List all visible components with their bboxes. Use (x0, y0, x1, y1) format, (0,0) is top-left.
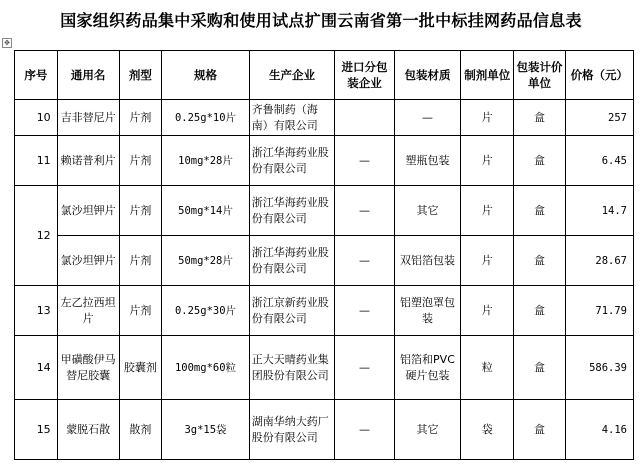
cell-importer: — (335, 186, 395, 236)
cell-pack-material: 双铝箔包装 (394, 236, 460, 286)
header-seq: 序号 (15, 51, 58, 100)
cell-generic-name: 氯沙坦钾片 (57, 236, 119, 286)
cell-pack-unit: 盒 (514, 186, 565, 236)
cell-spec: 3g*15袋 (162, 400, 250, 460)
cell-dose-unit: 片 (461, 100, 514, 136)
cell-seq: 10 (15, 100, 58, 136)
page-title: 国家组织药品集中采购和使用试点扩围云南省第一批中标挂网药品信息表 (60, 11, 582, 30)
cell-dosage-form: 片剂 (119, 236, 162, 286)
cell-dosage-form: 散剂 (119, 400, 162, 460)
cell-seq: 11 (15, 136, 58, 186)
cell-manufacturer: 浙江华海药业股份有限公司 (249, 186, 334, 236)
header-manufacturer: 生产企业 (249, 51, 334, 100)
cell-importer: — (335, 236, 395, 286)
header-importer: 进口分包装企业 (335, 51, 395, 100)
cell-spec: 50mg*14片 (162, 186, 250, 236)
cell-pack-unit: 盒 (514, 400, 565, 460)
cell-price: 257 (565, 100, 633, 136)
cell-price: 28.67 (565, 236, 633, 286)
cell-pack-material: 塑瓶包装 (394, 136, 460, 186)
cell-manufacturer: 齐鲁制药（海南）有限公司 (249, 100, 334, 136)
cell-generic-name: 左乙拉西坦片 (57, 286, 119, 336)
table-row (15, 400, 634, 460)
cell-seq: 13 (15, 286, 58, 336)
cell-dose-unit: 片 (461, 186, 514, 236)
table-row (15, 236, 634, 286)
cell-dosage-form: 胶囊剂 (119, 336, 162, 400)
cell-generic-name: 赖诺普利片 (57, 136, 119, 186)
cell-manufacturer: 浙江华海药业股份有限公司 (249, 136, 334, 186)
cell-seq: 15 (15, 400, 58, 460)
header-row (15, 51, 634, 100)
cell-spec: 100mg*60粒 (162, 336, 250, 400)
cell-pack-material: — (394, 100, 460, 136)
cell-seq: 12 (15, 186, 58, 286)
cell-spec: 50mg*28片 (162, 236, 250, 286)
cell-dose-unit: 片 (461, 136, 514, 186)
cell-pack-unit: 盒 (514, 100, 565, 136)
cell-pack-unit: 盒 (514, 236, 565, 286)
header-dose-unit: 制剂单位 (461, 51, 514, 100)
cell-pack-material: 其它 (394, 186, 460, 236)
table-anchor-icon[interactable]: ✥ (2, 38, 12, 48)
cell-manufacturer: 浙江华海药业股份有限公司 (249, 236, 334, 286)
cell-dosage-form: 片剂 (119, 286, 162, 336)
cell-importer: — (335, 336, 395, 400)
header-spec: 规格 (162, 51, 250, 100)
cell-manufacturer: 正大天晴药业集团股份有限公司 (249, 336, 334, 400)
cell-price: 4.16 (565, 400, 633, 460)
table-row (15, 286, 634, 336)
header-price: 价格（元） (565, 51, 633, 100)
header-pack-unit: 包装计价单位 (514, 51, 565, 100)
cell-pack-unit: 盒 (514, 336, 565, 400)
cell-dose-unit: 袋 (461, 400, 514, 460)
cell-price: 14.7 (565, 186, 633, 236)
cell-dosage-form: 片剂 (119, 100, 162, 136)
cell-manufacturer: 湖南华纳大药厂股份有限公司 (249, 400, 334, 460)
cell-price: 6.45 (565, 136, 633, 186)
cell-spec: 0.25g*10片 (162, 100, 250, 136)
cell-importer (335, 100, 395, 136)
cell-pack-material: 铝塑泡罩包装 (394, 286, 460, 336)
cell-dosage-form: 片剂 (119, 136, 162, 186)
header-generic-name: 通用名 (57, 51, 119, 100)
cell-importer: — (335, 136, 395, 186)
cell-generic-name: 吉非替尼片 (57, 100, 119, 136)
cell-pack-material: 铝箔和PVC硬片包装 (394, 336, 460, 400)
cell-price: 586.39 (565, 336, 633, 400)
table-row (15, 136, 634, 186)
cell-spec: 10mg*28片 (162, 136, 250, 186)
cell-dose-unit: 粒 (461, 336, 514, 400)
cell-dose-unit: 片 (461, 286, 514, 336)
cell-generic-name: 甲磺酸伊马替尼胶囊 (57, 336, 119, 400)
drug-info-table (14, 50, 634, 460)
cell-price: 71.79 (565, 286, 633, 336)
table-row (15, 336, 634, 400)
cell-importer: — (335, 286, 395, 336)
cell-pack-material: 其它 (394, 400, 460, 460)
cell-importer: — (335, 400, 395, 460)
cell-spec: 0.25g*30片 (162, 286, 250, 336)
cell-pack-unit: 盒 (514, 286, 565, 336)
cell-dose-unit: 片 (461, 236, 514, 286)
cell-manufacturer: 浙江京新药业股份有限公司 (249, 286, 334, 336)
header-pack-material: 包装材质 (394, 51, 460, 100)
cell-dosage-form: 片剂 (119, 186, 162, 236)
cell-seq: 14 (15, 336, 58, 400)
table-row (15, 186, 634, 236)
table-row (15, 100, 634, 136)
header-dosage-form: 剂型 (119, 51, 162, 100)
cell-generic-name: 蒙脱石散 (57, 400, 119, 460)
cell-generic-name: 氯沙坦钾片 (57, 186, 119, 236)
cell-pack-unit: 盒 (514, 136, 565, 186)
